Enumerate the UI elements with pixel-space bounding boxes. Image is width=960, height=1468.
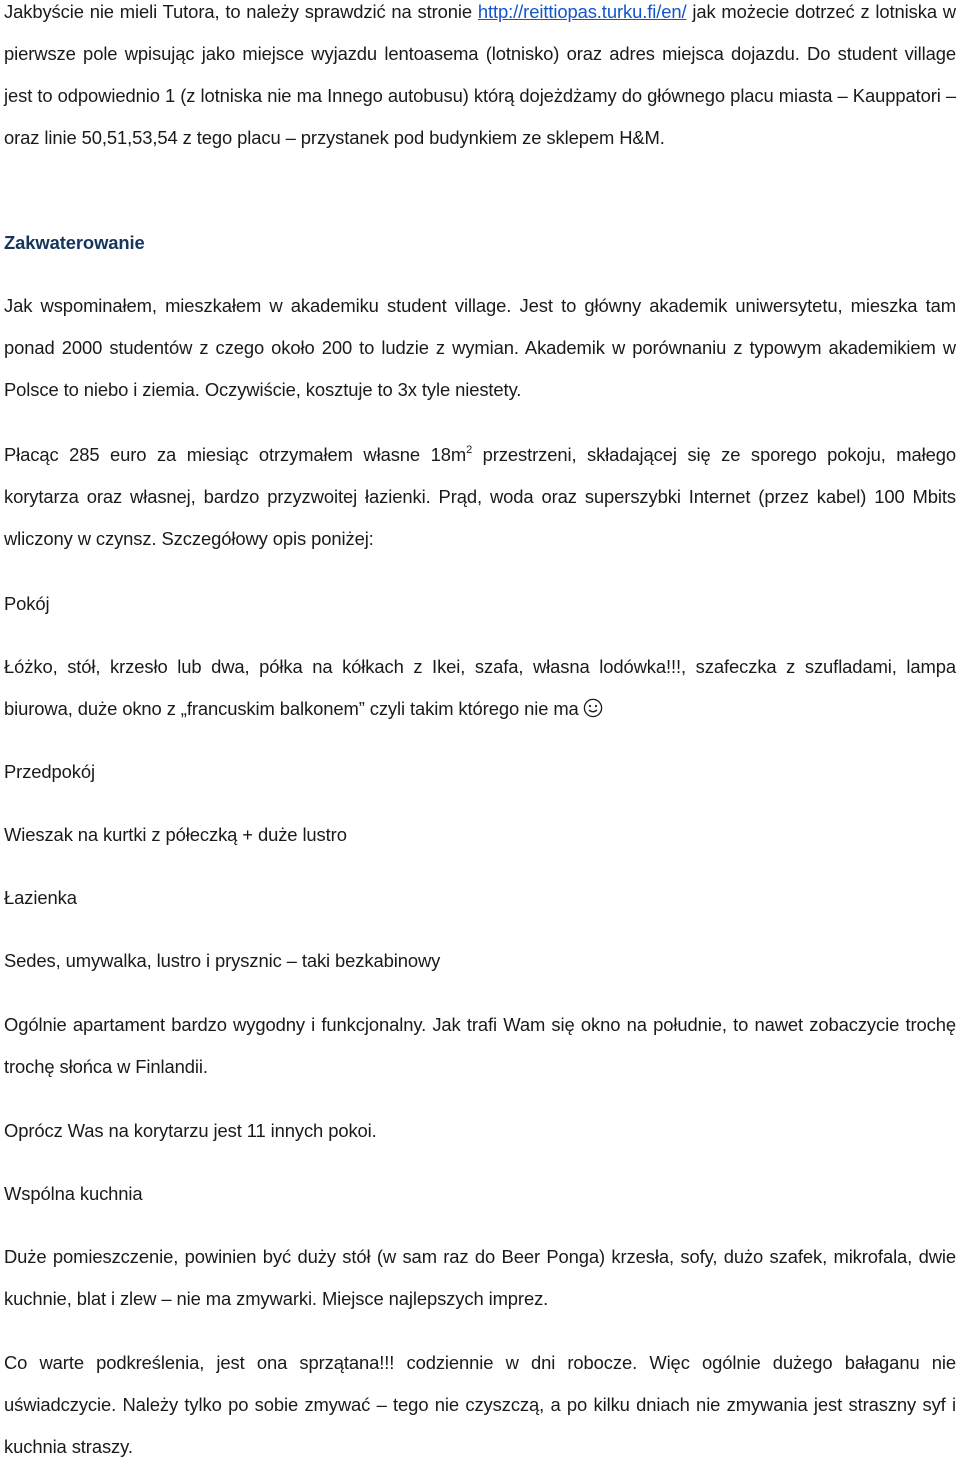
reittiopas-link[interactable]: http://reittiopas.turku.fi/en/ [477, 1, 687, 22]
square-superscript: 2 [466, 444, 473, 456]
hallway-description: Wieszak na kurtki z półeczką + duże lustro [4, 824, 347, 845]
rent-text-end: przestrzeni, składającej się ze sporego pokoju, małego korytarza oraz własnej, bardzo przyzwoitej łazienki. Prąd, woda oraz superszybki Internet (przez kabel) 100 Mbits wliczony w czynsz. Szczegółowy opis poniżej: [4, 444, 956, 549]
rent-paragraph [4, 434, 956, 560]
summary-paragraph: Ogólnie apartament bardzo wygodny i funkcjonalny. Jak trafi Wam się okno na południe, to nawet zobaczycie trochę trochę słońca w Finlandii. [4, 1014, 956, 1077]
kitchen-title: Wspólna kuchnia [4, 1183, 143, 1204]
intro-text-end: jak możecie dotrzeć z lotniska w pierwsze pole wpisując jako miejsce wyjazdu lentoasema (lotnisko) oraz adres miejsca dojazdu. Do student village jest to odpowiednio 1 (z lotniska nie ma Innego autobusu) którą dojeżdżamy do głównego placu miasta – Kauppatori – oraz linie 50,51,53,54 z tego placu – przystanek pod budynkiem ze sklepem H&M. [4, 1, 956, 148]
bathroom-description: Sedes, umywalka, lustro i prysznic – taki bezkabinowy [4, 950, 441, 971]
room-description [4, 646, 956, 730]
room-description-text: Łóżko, stół, krzesło lub dwa, półka na kółkach z Ikei, szafa, własna lodówka!!!, szafeczka z szufladami, lampa biurowa, duże okno z „francuskim balkonem” czyli takim którego nie ma [4, 656, 956, 719]
rooms-count-paragraph: Oprócz Was na korytarzu jest 11 innych pokoi. [4, 1120, 377, 1141]
bathroom-title: Łazienka [4, 887, 77, 908]
accommodation-heading: Zakwaterowanie [4, 232, 145, 253]
intro-paragraph [4, 0, 956, 159]
hallway-title: Przedpokój [4, 761, 96, 782]
smiley-icon [583, 698, 603, 718]
rent-text-start: Płacąc 285 euro za miesiąc otrzymałem własne 18m [4, 444, 467, 465]
cleaning-paragraph: Co warte podkreślenia, jest ona sprzątana!!! codziennie w dni robocze. Więc ogólnie dużego bałaganu nie uświadczycie. Należy tylko po sobie zmywać – tego nie czyszczą, a po kilku dniach nie zmywania jest straszny syf i kuchnia straszy. [4, 1352, 956, 1457]
accommodation-paragraph: Jak wspominałem, mieszkałem w akademiku student village. Jest to główny akademik uniwersytetu, mieszka tam ponad 2000 studentów z czego około 200 to ludzie z wymian. Akademik w porównaniu z typowym akademikiem w Polsce to niebo i ziemia. Oczywiście, kosztuje to 3x tyle niestety. [4, 295, 956, 400]
kitchen-description: Duże pomieszczenie, powinien być duży stół (w sam raz do Beer Ponga) krzesła, sofy, dużo szafek, mikrofala, dwie kuchnie, blat i zlew – nie ma zmywarki. Miejsce najlepszych imprez. [4, 1246, 956, 1309]
intro-text-start: Jakbyście nie mieli Tutora, to należy sprawdzić na stronie [4, 1, 478, 22]
room-title: Pokój [4, 593, 50, 614]
